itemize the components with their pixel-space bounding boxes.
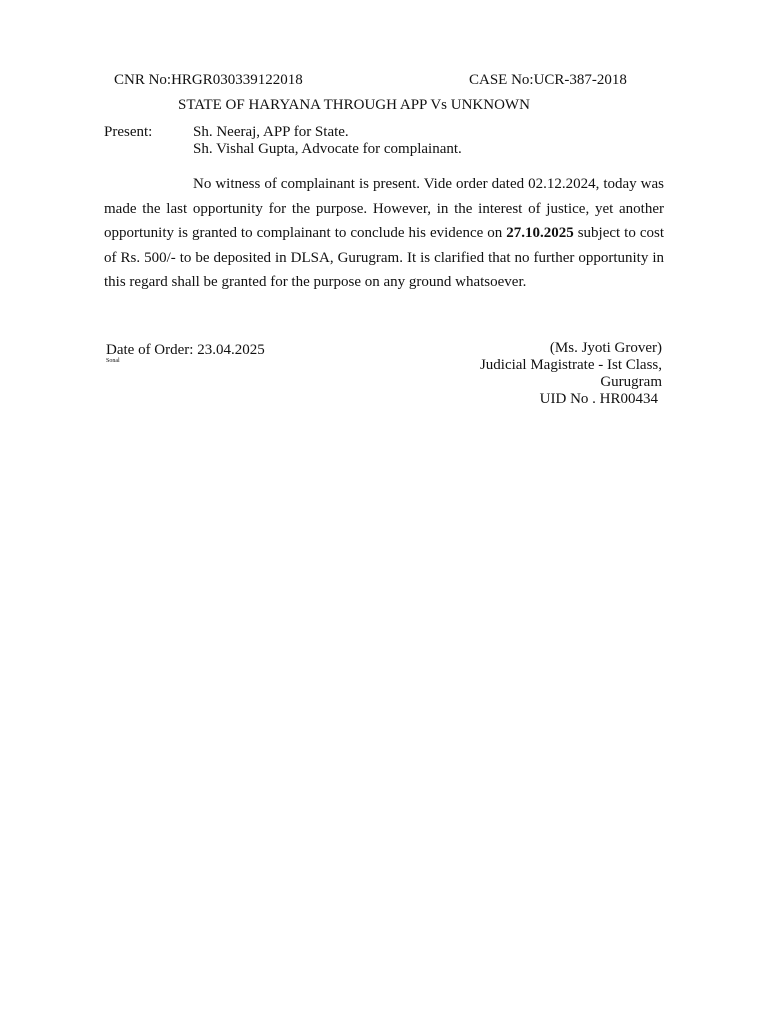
order-paragraph <box>104 172 664 295</box>
signatory-place: Gurugram <box>600 374 662 390</box>
order-text-before: No witness of complainant is present. Vide order dated 02.12.2024, today was made the last opportunity for the purpose. However, in the interest of justice, yet another opportunity is granted to complainant to conclude his evidence on <box>104 176 664 242</box>
signatory-uid: UID No . HR00434 <box>539 391 658 407</box>
typist-initials: Sonal <box>106 358 120 364</box>
cnr-number: CNR No:HRGR030339122018 <box>114 72 303 88</box>
signatory-designation: Judicial Magistrate - Ist Class, <box>479 357 662 373</box>
present-line-prosecution: Sh. Neeraj, APP for State. <box>193 124 349 140</box>
present-line-advocate: Sh. Vishal Gupta, Advocate for complainant. <box>193 141 462 157</box>
case-number: CASE No:UCR-387-2018 <box>469 72 627 88</box>
order-text-after: subject to cost of Rs. 500/- to be deposited in DLSA, Gurugram. It is clarified that no further opportunity in this regard shall be granted for the purpose on any ground whatsoever. <box>104 225 664 291</box>
case-title: STATE OF HARYANA THROUGH APP Vs UNKNOWN <box>178 97 530 113</box>
signatory-name: (Ms. Jyoti Grover) <box>549 340 662 356</box>
next-hearing-date: 27.10.2025 <box>506 225 574 242</box>
date-of-order: Date of Order: 23.04.2025 <box>106 342 265 358</box>
present-label: Present: <box>104 124 153 140</box>
